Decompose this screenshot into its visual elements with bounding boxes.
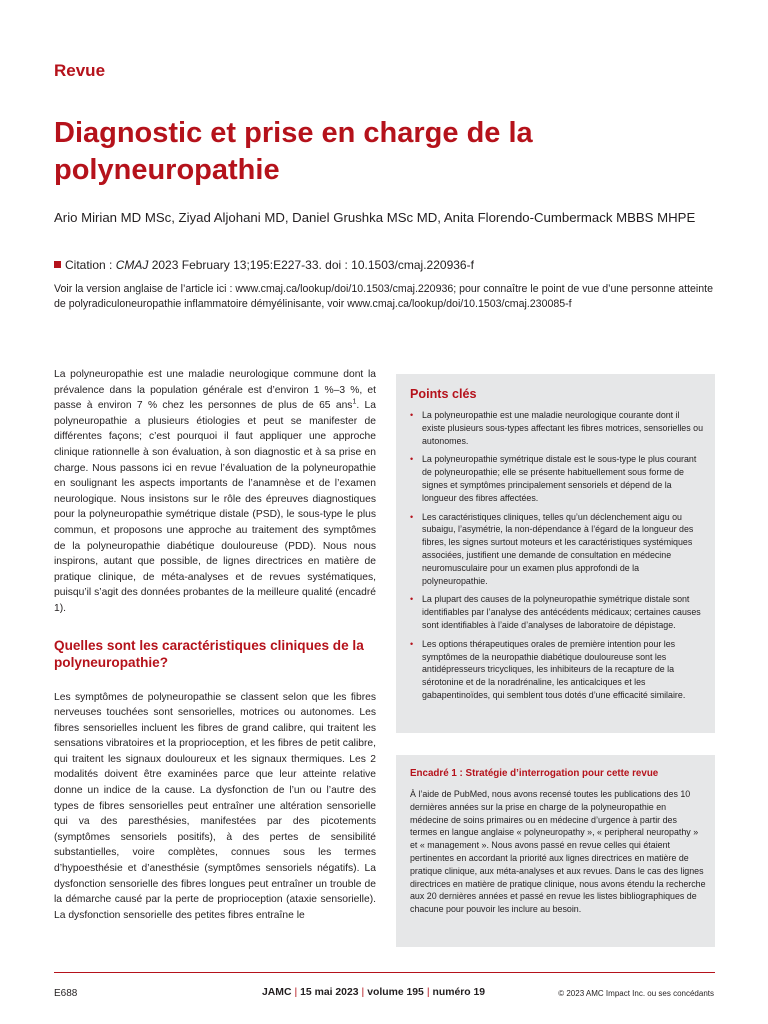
clinical-features-paragraph: Les symptômes de polyneuropathie se classent selon que les fibres nerveuses touchées sont sensorielles, motrices ou autonomes. Les fibres sensorielles incluent les fibres de grand calibre, qui traitent les sensations vibratoires et la proprioception, et les fibres de petit calibre, qui traitent les signaux douloureux et les signaux thermiques. Les 2 modalités doivent être examinées parce que leur atteinte relative donne un indice de la cause. La dysfonction de l’un ou l’autre des types de fibres sensorielles peut entraîner une altération sensorielle qui va des paresthésies, manifestées par des picotements (symptômes sensoriels positifs), à des pertes de sensibilité substantielles, voire complètes, connues sous les termes d’hypoesthésie et d’anesthésie (symptômes sensoriels négatifs). La dysfonction sensorielle des fibres longues peut entraîner un trouble de la démarche causé par la perte de proprioception (ataxie sensorielle). La dysfonction sensorielle des petites fibres entraîne le <box>54 691 376 921</box>
bullet-icon: • <box>410 410 414 420</box>
journal-info <box>262 987 485 998</box>
key-point-text: Les caractéristiques cliniques, telles qu’un déclenchement aigu ou subaigu, l’asymétrie, la non-dépendance à l’égard de la longueur des fibres, les signes surtout moteurs et les caractéristiques systémiques associées, justifient une demande de consultation en médecine neuromusculaire pour un examen plus approfondi de la polyneuropathie. <box>422 511 694 586</box>
citation-label: Citation : <box>65 258 116 272</box>
bullet-icon: • <box>410 511 414 522</box>
key-point-text: La polyneuropathie est une maladie neurologique courante dont il existe plusieurs sous-types affectant les fibres motrices, sensorielles ou autonomes. <box>422 410 704 446</box>
journal-name: JAMC <box>262 987 292 998</box>
intro-text-b: . La polyneuropathie a plusieurs étiologies et peut se manifester de différentes façons; c’est pourquoi il faut appliquer une approche clinique rationnelle à son évaluation, à son diagnostic et à sa prise en charge. Nous passons ici en revue l’évaluation de la polyneuropathie en soulignant les aspects importants de l’anamnèse et de l’examen neurologique. Nous insistons sur le rôle des épreuves diagnostiques pour la polyneuropathie symétrique distale (PSD), le sous-type le plus commun, et proposons une approche au traitement des symptômes de la polyneuropathie diabétique douloureuse (PDD). Nous nous inspirons, autant que possible, de lignes directrices en matière de pratique clinique, de méta-analyses et de revues systématiques, puisqu’il s’agit des données probantes de la meilleure qualité (encadré 1). <box>54 400 376 614</box>
citation-journal: CMAJ <box>115 258 149 272</box>
citation-line <box>54 258 474 272</box>
main-text-column <box>54 367 376 923</box>
article-title: Diagnostic et prise en charge de la polyneuropathie <box>54 117 533 186</box>
page-number: E688 <box>54 988 78 999</box>
key-points-box <box>396 374 715 733</box>
key-point-item <box>410 409 705 447</box>
key-point-item <box>410 453 705 504</box>
copyright-notice: © 2023 AMC Impact Inc. ou ses concédants <box>558 989 714 998</box>
author-list: Ario Mirian MD MSc, Ziyad Aljohani MD, Daniel Grushka MSc MD, Anita Florendo-Cumbermack MBBS MHPE <box>54 210 696 225</box>
bullet-icon: • <box>410 638 414 649</box>
red-square-icon <box>54 261 61 268</box>
key-point-text: La plupart des causes de la polyneuropathie symétrique distale sont identifiables par l’analyse des antécédents médicaux; certaines causes sont identifiables à l’aide d’analyses de laboratoire de dépistage. <box>422 594 701 630</box>
english-version-note: Voir la version anglaise de l’article ici : www.cmaj.ca/lookup/doi/10.1503/cmaj.220936; pour connaître le point de vue d’une personne atteinte de polyradiculoneuropathie inflammatoire démyélinisante, voir www.cmaj.ca/lookup/doi/10.1503/cmaj.230085-f <box>54 283 713 310</box>
section-label: Revue <box>54 61 106 80</box>
issue-number: numéro 19 <box>432 987 486 998</box>
box-title: Encadré 1 : Stratégie d’interrogation pour cette revue <box>410 768 659 779</box>
box-text: À l’aide de PubMed, nous avons recensé toutes les publications des 10 dernières années sur la prise en charge de la polyneuropathie en médecine de soins primaires ou en médecine d’urgence à partir des termes en langue anglaise « polyneuropathy », « peripheral neuropathy » et « management ». Nous avons passé en revue celles qui étaient pertinentes en accordant la priorité aux lignes directrices en matière de pratique clinique, aux méta-analyses et aux revues. Dans le cas des lignes directrices en matière de pratique clinique, nous avons étendu la recherche aux 20 dernières années et passé en revue les listes bibliographiques de chacune pour pouvoir les inclure au besoin. <box>410 789 706 915</box>
key-point-text: Les options thérapeutiques orales de première intention pour les symptômes de la neuropathie diabétique douloureuse sont les antidépresseurs tricycliques, les inhibiteurs de la recapture de la sérotonine et de la noradrénaline, les anticalciques et les gabapentinoïdes, qui semblent tous dotés d’une efficacité similaire. <box>422 638 686 700</box>
separator: | <box>426 987 430 998</box>
key-point-item <box>410 593 705 631</box>
bullet-icon: • <box>410 454 414 465</box>
search-strategy-box <box>396 755 715 947</box>
key-point-item <box>410 511 705 588</box>
footer-divider <box>54 972 715 973</box>
volume: volume 195 <box>367 987 424 998</box>
separator: | <box>361 987 365 998</box>
citation-details: 2023 February 13;195:E227-33. doi : 10.1503/cmaj.220936-f <box>148 258 474 272</box>
reference-marker: 1 <box>352 398 357 406</box>
key-point-item <box>410 638 705 702</box>
bullet-icon: • <box>410 594 414 605</box>
key-points-list <box>410 409 705 708</box>
intro-text-a: La polyneuropathie est une maladie neurologique commune dont la prévalence dans la population générale est d’environ 1 %–3 %, et passe à environ 7 % chez les personnes de plus de 65 ans <box>54 369 376 412</box>
separator: | <box>294 987 298 998</box>
key-point-text: La polyneuropathie symétrique distale est le sous-type le plus courant de polyneuropathie; elle se présente habituellement sous forme de signes et symptômes principalement sensoriels et dépend de la longueur des fibres affectées. <box>422 454 697 503</box>
section-subheading: Quelles sont les caractéristiques cliniques de la polyneuropathie? <box>54 637 364 670</box>
intro-paragraph <box>54 367 376 617</box>
key-points-title: Points clés <box>410 387 477 401</box>
issue-date: 15 mai 2023 <box>300 987 359 998</box>
